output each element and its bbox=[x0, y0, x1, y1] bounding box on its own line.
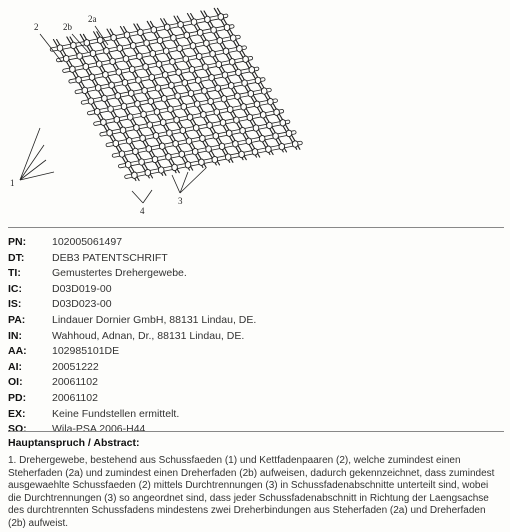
meta-key: TI: bbox=[8, 267, 21, 280]
meta-row bbox=[8, 266, 504, 282]
label-2: 2 bbox=[34, 22, 39, 32]
meta-row bbox=[8, 375, 504, 391]
meta-value: Wahhoud, Adnan, Dr., 88131 Lindau, DE. bbox=[52, 329, 245, 342]
abstract-heading: Hauptanspruch / Abstract: bbox=[8, 437, 140, 449]
meta-key: AI: bbox=[8, 360, 22, 373]
meta-value: 20061102 bbox=[52, 376, 98, 389]
separator-abstract bbox=[8, 431, 504, 432]
meta-key: DT: bbox=[8, 251, 25, 264]
meta-key: IS: bbox=[8, 298, 22, 311]
meta-value: Wila-PSA 2006-H44 bbox=[52, 423, 146, 436]
meta-row bbox=[8, 407, 504, 423]
separator-top bbox=[8, 227, 504, 228]
meta-value: DEB3 PATENTSCHRIFT bbox=[52, 251, 168, 264]
meta-row bbox=[8, 360, 504, 376]
label-2a: 2a bbox=[88, 14, 97, 24]
label-4: 4 bbox=[140, 206, 145, 216]
label-2b: 2b bbox=[63, 22, 72, 32]
meta-row bbox=[8, 235, 504, 251]
meta-row bbox=[8, 422, 504, 438]
meta-value: D03D019-00 bbox=[52, 282, 112, 295]
meta-value: 102985101DE bbox=[52, 345, 120, 358]
meta-row bbox=[8, 329, 504, 345]
meta-value: Lindauer Dornier GmbH, 88131 Lindau, DE. bbox=[52, 313, 257, 326]
meta-value: 20051222 bbox=[52, 360, 99, 373]
meta-row bbox=[8, 297, 504, 313]
meta-value: D03D023-00 bbox=[52, 298, 112, 311]
meta-key: PA: bbox=[8, 313, 26, 326]
meta-value: Keine Fundstellen ermittelt. bbox=[52, 407, 180, 420]
patent-drawing bbox=[0, 0, 510, 225]
meta-key: PN: bbox=[8, 236, 27, 248]
bibliographic-data bbox=[8, 235, 504, 438]
meta-row bbox=[8, 313, 504, 329]
meta-key: PD: bbox=[8, 391, 27, 404]
meta-value: Gemustertes Drehergewebe. bbox=[52, 267, 187, 280]
label-1: 1 bbox=[10, 178, 15, 188]
weave-mesh bbox=[52, 8, 301, 180]
meta-key: IC: bbox=[8, 282, 22, 295]
meta-key: SO: bbox=[8, 423, 27, 436]
abstract-text: 1. Drehergewebe, bestehend aus Schussfaeden (1) und Kettfadenpaaren (2), welche zumindest einen Steherfaden (2a) und zumindest einen Dreherfaden (2b) aufweisen, dadurch gekennzeichnet, dass zumindest ausgewaehlte Schussfaeden (2) mittels Durchtrennungen (3) in Schussfadenabschnitte unterteilt sind, wobei die Durchtrennungen (3) so angeordnet sind, dass jeder Schussfadenabschnitt in Richtung der Laengsachse des durchtrennten Schussfadens mindestens zwei Dreherbindungen aus Steherfaden (2a) und Dreherfaden (2b) aufweist. bbox=[8, 455, 495, 529]
meta-row bbox=[8, 282, 504, 298]
meta-row bbox=[8, 344, 504, 360]
meta-key: AA: bbox=[8, 345, 27, 358]
meta-row bbox=[8, 391, 504, 407]
meta-value: 102005061497 bbox=[52, 236, 123, 248]
label-3: 3 bbox=[178, 196, 183, 206]
meta-key: IN: bbox=[8, 329, 22, 342]
meta-key: OI: bbox=[8, 376, 23, 389]
meta-key: EX: bbox=[8, 407, 26, 420]
reference-lines bbox=[20, 26, 206, 203]
meta-value: 20061102 bbox=[52, 391, 98, 404]
meta-row bbox=[8, 251, 504, 267]
